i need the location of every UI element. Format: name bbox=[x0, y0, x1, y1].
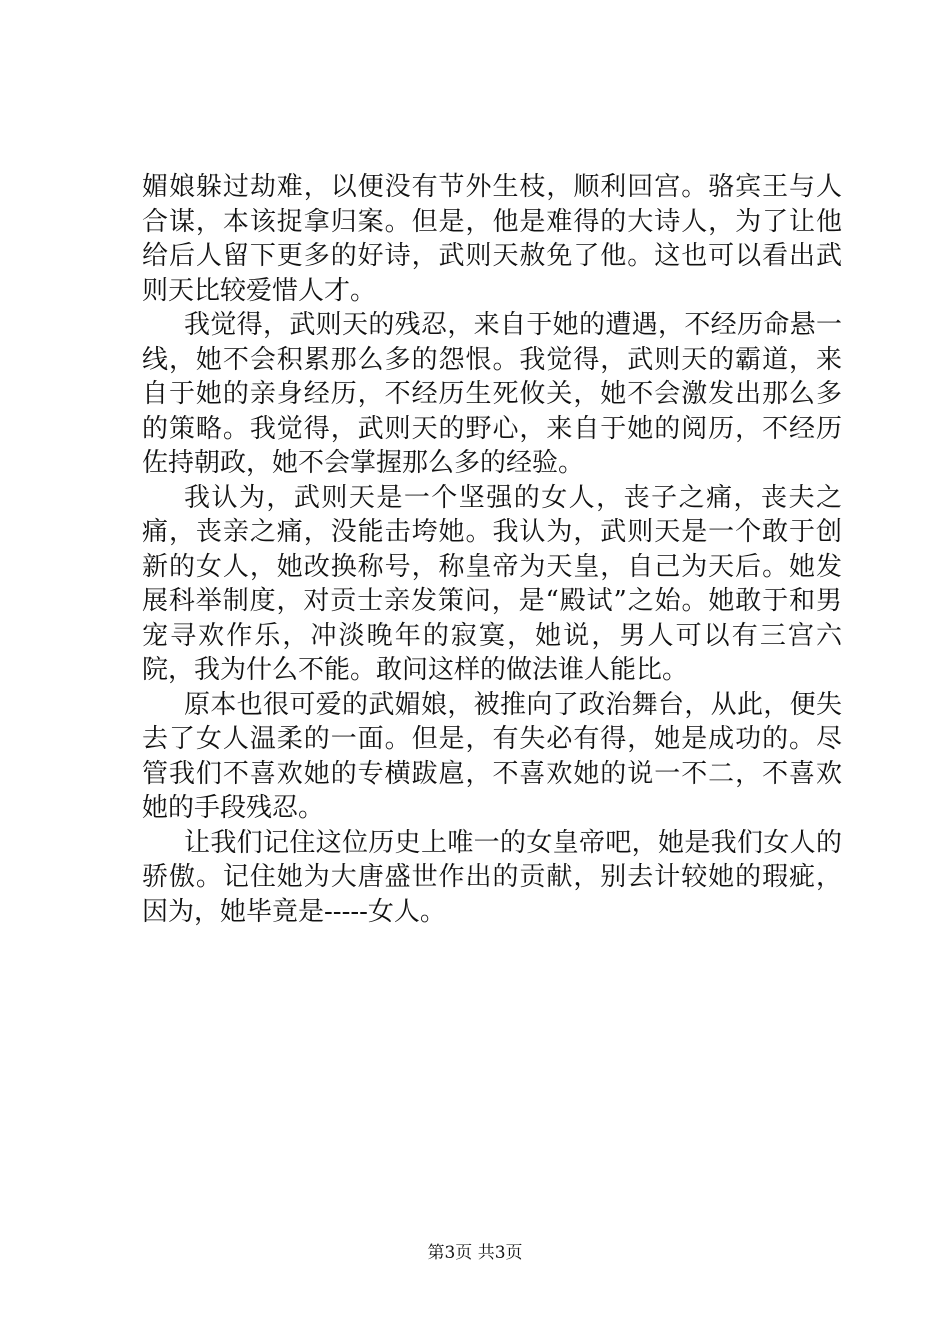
paragraph-5: 让我们记住这位历史上唯一的女皇帝吧，她是我们女人的骄傲。记住她为大唐盛世作出的贡献，别去计较她的瑕疵，因为，她毕竟是-----女人。 bbox=[142, 827, 842, 927]
paragraph-1: 媚娘躲过劫难，以便没有节外生枝，顺利回宫。骆宾王与人合谋，本该捉拿归案。但是，他是难得的大诗人，为了让他给后人留下更多的好诗，武则天赦免了他。这也可以看出武则天比较爱惜人才。 bbox=[142, 172, 842, 306]
paragraph-2: 我觉得，武则天的残忍，来自于她的遭遇，不经历命悬一线，她不会积累那么多的怨恨。我觉得，武则天的霸道，来自于她的亲身经历，不经历生死攸关，她不会激发出那么多的策略。我觉得，武则天的野心，来自于她的阅历，不经历佐持朝政，她不会掌握那么多的经验。 bbox=[142, 310, 842, 478]
paragraph-4: 原本也很可爱的武媚娘，被推向了政治舞台，从此，便失去了女人温柔的一面。但是，有失必有得，她是成功的。尽管我们不喜欢她的专横跋扈，不喜欢她的说一不二，不喜欢她的手段残忍。 bbox=[142, 689, 842, 823]
page-number-footer: 第3页 共3页 bbox=[427, 1243, 523, 1263]
document-body bbox=[142, 170, 842, 929]
paragraph-3: 我认为，武则天是一个坚强的女人，丧子之痛，丧夫之痛，丧亲之痛，没能击垮她。我认为，武则天是一个敢于创新的女人，她改换称号，称皇帝为天皇，自己为天后。她发展科举制度，对贡士亲发策问，是“殿试”之始。她敢于和男宠寻欢作乐，冲淡晚年的寂寞，她说，男人可以有三宫六院，我为什么不能。敢问这样的做法谁人能比。 bbox=[142, 482, 842, 685]
